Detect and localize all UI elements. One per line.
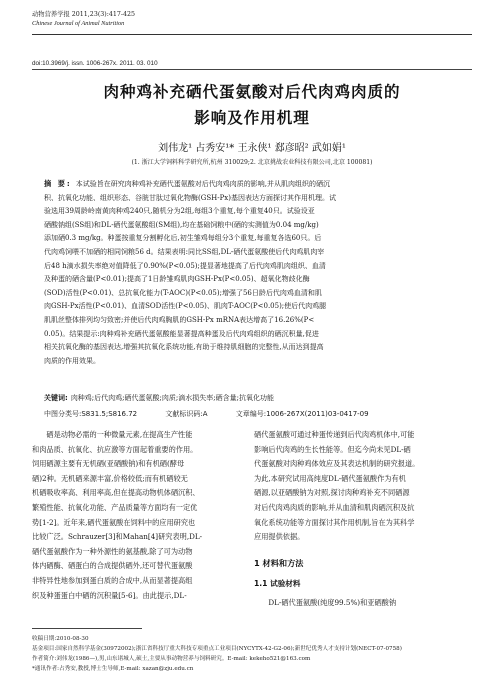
abstract-line: 后48 h滴水损失率绝对值降低了0.90%(P<0.05);提显著地提高了后代肉鸡肌肉组织、血清 [44, 261, 326, 270]
footnote-received-date: 收稿日期:2010-08-30 [32, 636, 89, 642]
body-line: 硒源,以亚硒酸钠为对照,探讨肉种鸡补充不同硒源 [254, 488, 410, 498]
abstract [44, 177, 462, 368]
body-line: 体内硒酶、硒蛋白的合成提供硒外,还可替代蛋氨酸 [32, 561, 193, 571]
abstract-line: 肉GSH-Px活性(P<0.01)、血清SOD活性(P<0.05)、肌肉T-AOC(P<0.05);使后代肉鸡腿 [44, 302, 327, 311]
abstract-line: (SOD)活性(P<0.01)、总抗氧化能力(T-AOC)(P<0.05);增强了56日龄后代肉鸡血清和肌 [44, 288, 322, 297]
section-1-1-text: DL-硒代蛋氨酸(纯度99.5%)和亚硒酸钠 [268, 598, 397, 607]
footnote-funding: 基金项目:国家自然科学基金(30972002);浙江省科技厅重大科技专项重点工业项目(NYCYTX-42-G2-06);新世纪优秀人才支持计划(NECT-07-0758) [32, 646, 402, 652]
abstract-line: 添加硒0.3 mg/kg。种蛋按重复分割孵化后,初生雏鸡每组分3个重复,每重复各选60只。后 [44, 234, 322, 243]
footnotes [32, 634, 472, 674]
body-line: 饲用硒源主要有无机硒(亚硒酸钠)和有机硒(酵母 [32, 459, 185, 469]
body-column-left [32, 428, 252, 603]
body-line: 硒)2种。无机硒来源丰富,价格较低;而有机硒较无 [32, 473, 188, 483]
body-line: 氧化系统功能等方面探讨其作用机制,旨在为其科学 [254, 517, 415, 527]
body-line: 硒代蛋氨酸可通过种蛋传递到后代肉鸡机体中,可能 [254, 430, 415, 439]
header-rule [32, 34, 472, 35]
footnote-author-bio: 作者简介:刘伟龙(1986—),男,山东诸城人,硕士,主要从事动物营养与饲料研究。E-mail: kekeho521@163.com [32, 656, 311, 662]
footnote-rule [32, 628, 142, 629]
journal-header [32, 10, 472, 28]
abstract-line: 相关抗氧化酶的基因表达,增强其抗氧化系统功能,有助于维持肌细胞的完整性,从而达到提高 [44, 343, 324, 352]
body-line: 机硒吸收率高、利用率高,但在提高动物机体硒沉积、 [32, 488, 200, 498]
affiliation: (1. 浙江大学饲料科学研究所,杭州 310029;2. 北京挑战农业科技有限公司,北京 100081) [131, 159, 373, 166]
body-line: 对后代肉鸡肉质的影响,并从血清和肌肉硒沉积及抗 [254, 502, 415, 512]
abstract-line: 肉质的作用效果。 [44, 356, 100, 365]
body-line: 硒代蛋氨酸作为一种外源性的氨基酸,除了可为动物 [32, 546, 193, 556]
abstract-line: 验选用39周龄岭南黄肉种鸡240只,随机分为2组,每组3个重复,每个重复40只。试验设亚 [44, 207, 315, 216]
body-line: 代蛋氨酸对肉种鸡体效应及其表达机制的研究报道。 [254, 459, 420, 469]
body-line: 织及种蛋蛋白中硒的沉积量[5-6]。由此提示,DL- [32, 590, 187, 600]
abstract-line: 及种蛋的硒含量(P<0.01);提高了1日龄雏鸡肌肉GSH-Px(P<0.05)、超氧化物歧化酶 [44, 275, 310, 284]
body-line: 和肉品质、抗氧化、抗应激等方面起着重要的作用。 [32, 444, 198, 454]
abstract-line: 肌肌丝整体排列均匀致密;并使后代肉鸡胸肌的GSH-Px mRNA表达增高了16.26%(P< [44, 315, 315, 324]
journal-citation: 动物营养学报 2011,23(3):417-425 [32, 11, 136, 18]
body-line: 应用提供依据。 [254, 532, 305, 542]
classification-line [44, 409, 462, 419]
authors: 刘伟龙¹ 占秀安¹* 王永侠¹ 郄彦昭² 武如娟¹ [158, 143, 346, 154]
journal-english-name: Chinese Journal of Animal Nutrition [32, 20, 125, 27]
abstract-line: 积、抗氧化功能、组织形态、谷胱甘肽过氧化物酶(GSH-Px)基因表达方面探讨其作用机理。试 [44, 193, 336, 202]
paper-title-line-2: 影响及作用机理 [194, 109, 310, 127]
article-number: 文章编号:1006-267X(2011)03-0417-09 [235, 410, 369, 418]
clc-number: 中图分类号:S831.5;S816.72 [44, 410, 138, 418]
body-line: 势[1-2]。近年来,硒代蛋氨酸在饲料中的应用研究也 [32, 517, 196, 527]
section-heading-1-1: 1.1 试验材料 [254, 579, 301, 588]
abstract-label: 摘 要: [44, 179, 72, 188]
body-line: 影响后代肉鸡的生长性能等。但迄今尚未见DL-硒 [254, 444, 411, 454]
document-code: 文献标识码:A [165, 410, 208, 418]
keywords [44, 393, 462, 403]
abstract-line: 代肉鸡饲喂不加硒的相同饲粮56 d。结果表明:同比SS组,DL-硒代蛋氨酸使后代肉鸡肌肉宰 [44, 247, 325, 256]
doi-rule [32, 69, 472, 70]
doi: doi:10.3969/j. issn. 1006-267x. 2011. 03. 010 [32, 60, 158, 67]
abstract-line: 硒酸钠组(SS组)和DL-硒代蛋氨酸组(SM组),均在基础饲粮中(硒的实测值为0.04 mg/kg) [44, 220, 319, 229]
paper-title-line-1: 肉种鸡补充硒代蛋氨酸对后代肉鸡肉质的 [103, 83, 401, 101]
body-column-right [254, 428, 474, 545]
body-line: 比较广泛。Schrauzer[3]和Mahan[4]研究表明,DL- [32, 532, 203, 542]
abstract-line: 摘 要: 本试验旨在研究肉种鸡补充硒代蛋氨酸对后代肉鸡肉质的影响,并从肌肉组织的硒沉 [44, 179, 330, 188]
abstract-line: 0.05)。结果提示:肉种鸡补充硒代蛋氨酸能显著提高种蛋及后代肉鸡组织的硒沉积量,促进 [44, 329, 319, 338]
body-line: 为此,本研究试用高纯度DL-硒代蛋氨酸作为有机 [254, 473, 406, 483]
keywords-label: 关键词: [44, 394, 68, 402]
body-line: 非特异性地参加到蛋白质的合成中,从而显著提高组 [32, 575, 193, 585]
body-line: 繁殖性能、抗氧化功能、产品质量等方面均有一定优 [32, 502, 198, 512]
keywords-text: 肉种鸡;后代肉鸡;硒代蛋氨酸;肉质;滴水损失率;硒含量;抗氧化功能 [70, 394, 274, 402]
section-heading-1: 1 材料和方法 [254, 558, 304, 568]
footnote-corresponding-author: *通讯作者:占秀安,教授,博士生导师,E-mail: xazan@zju.edu.cn [32, 666, 194, 672]
body-line: 硒是动物必需的一种微量元素,在提高生产性能 [46, 430, 193, 439]
